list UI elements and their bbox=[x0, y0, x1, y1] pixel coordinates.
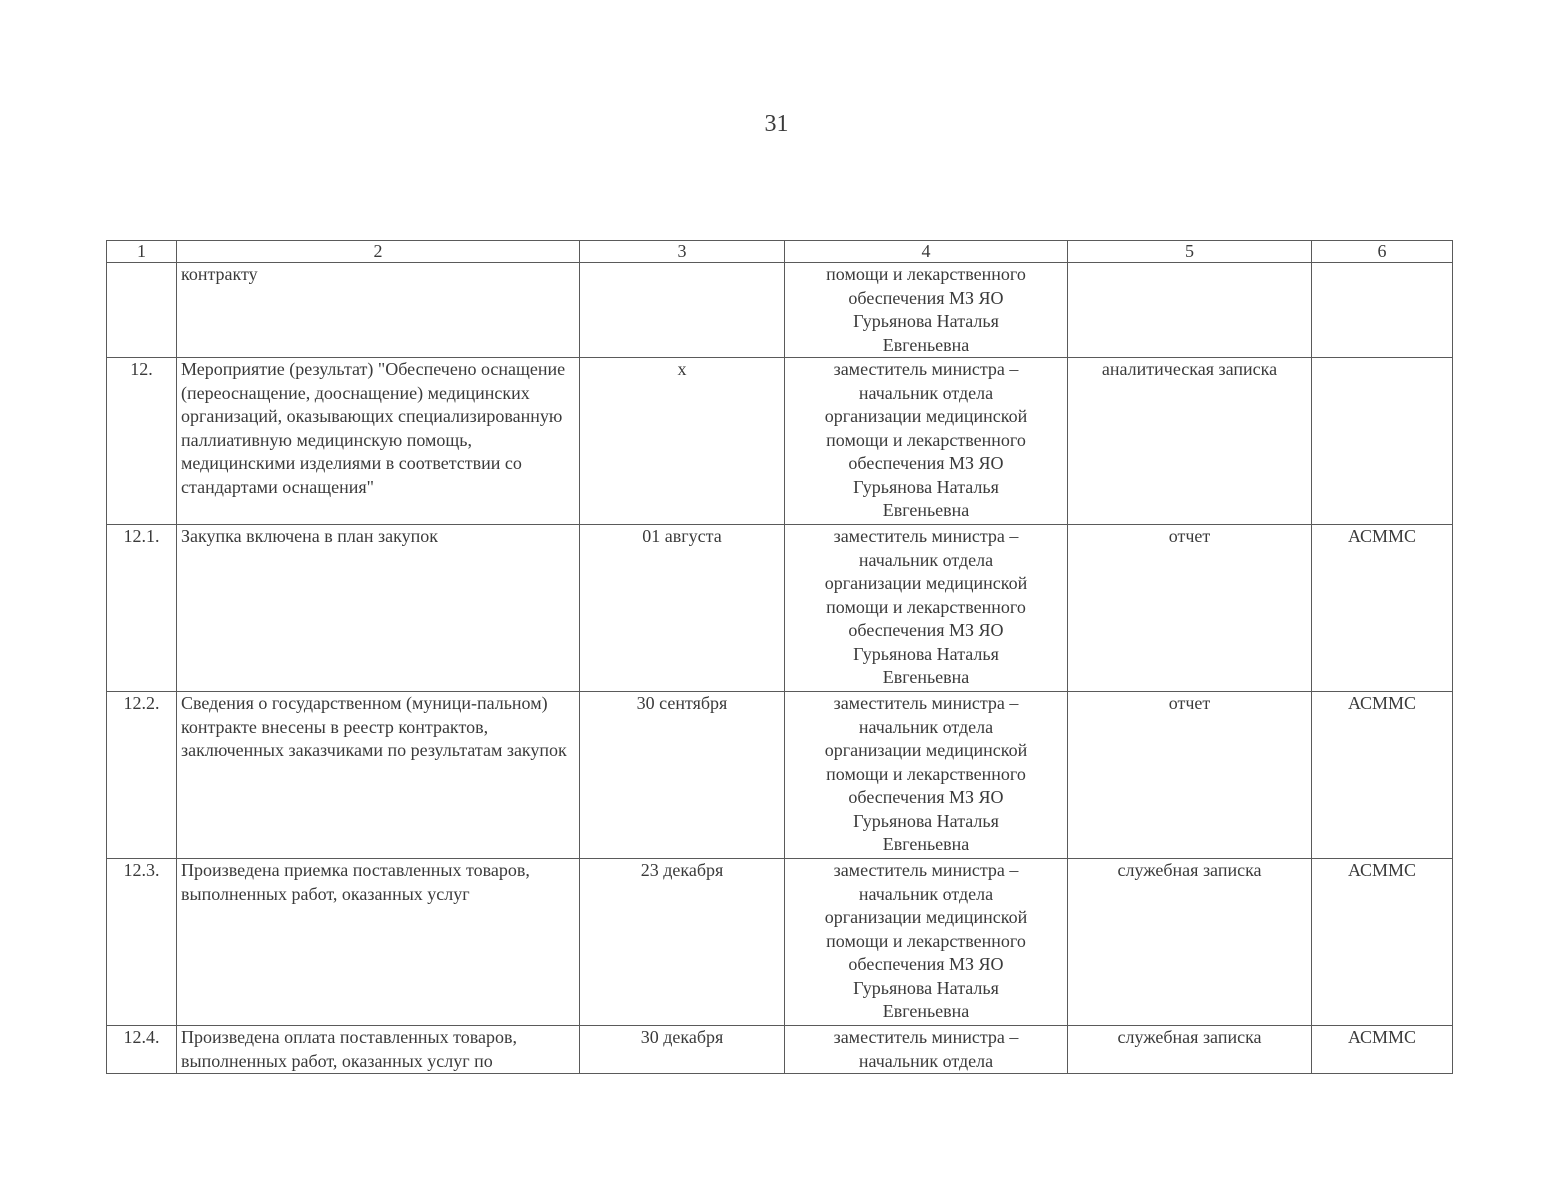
responsible-line: Евгеньевна bbox=[882, 1001, 970, 1021]
responsible-line: заместитель министра – bbox=[833, 1027, 1019, 1047]
column-header: 1 bbox=[107, 241, 177, 263]
responsible-line: обеспечения МЗ ЯО bbox=[848, 954, 1004, 974]
responsible-cell bbox=[785, 525, 1068, 692]
responsible-cell bbox=[785, 263, 1068, 358]
row-number-cell: 12.3. bbox=[107, 859, 177, 1026]
responsible-line: обеспечения МЗ ЯО bbox=[848, 787, 1004, 807]
responsible-line: организации медицинской bbox=[824, 740, 1028, 760]
row-number-cell: 12.1. bbox=[107, 525, 177, 692]
deadline-cell bbox=[580, 263, 785, 358]
information-system-cell: АСММС bbox=[1312, 692, 1453, 859]
responsible-line: обеспечения МЗ ЯО bbox=[848, 453, 1004, 473]
page-number: 31 bbox=[764, 111, 789, 137]
responsible-line: помощи и лекарственного bbox=[826, 429, 1026, 450]
event-name-cell: Закупка включена в план закупок bbox=[177, 525, 580, 692]
table-row bbox=[107, 859, 1453, 1026]
table-row bbox=[107, 1026, 1453, 1074]
responsible-line: помощи и лекарственного bbox=[826, 930, 1026, 951]
responsible-line: помощи и лекарственного bbox=[826, 596, 1026, 617]
document-type-cell bbox=[1068, 263, 1312, 358]
table-header-row bbox=[107, 241, 1453, 263]
document-type-cell: служебная записка bbox=[1068, 859, 1312, 1026]
deadline-cell: 01 августа bbox=[580, 525, 785, 692]
responsible-line: Евгеньевна bbox=[882, 500, 970, 520]
responsible-line: помощи и лекарственного bbox=[826, 264, 1026, 284]
responsible-line: помощи и лекарственного bbox=[826, 763, 1026, 784]
responsible-cell bbox=[785, 358, 1068, 525]
information-system-cell: АСММС bbox=[1312, 525, 1453, 692]
deadline-cell: 30 сентября bbox=[580, 692, 785, 859]
responsible-line: Гурьянова Наталья bbox=[853, 810, 999, 831]
column-header: 3 bbox=[580, 241, 785, 263]
row-number-cell bbox=[107, 263, 177, 358]
responsible-line: Гурьянова Наталья bbox=[853, 643, 999, 664]
document-type-cell: аналитическая записка bbox=[1068, 358, 1312, 525]
row-number-cell: 12.2. bbox=[107, 692, 177, 859]
column-header: 5 bbox=[1068, 241, 1312, 263]
column-header: 6 bbox=[1312, 241, 1453, 263]
row-number-cell: 12.4. bbox=[107, 1026, 177, 1074]
responsible-line: начальник отдела bbox=[858, 883, 994, 904]
column-header: 4 bbox=[785, 241, 1068, 263]
event-name-cell: Сведения о государственном (муници-пальном) контракте внесены в реестр контрактов, заключенных заказчиками по результатам закупок bbox=[177, 692, 580, 859]
information-system-cell bbox=[1312, 358, 1453, 525]
table-body bbox=[107, 263, 1453, 1074]
responsible-line: Гурьянова Наталья bbox=[853, 476, 999, 497]
responsible-line: Гурьянова Наталья bbox=[853, 311, 999, 331]
responsible-cell bbox=[785, 692, 1068, 859]
event-name-cell: Произведена приемка поставленных товаров, выполненных работ, оказанных услуг bbox=[177, 859, 580, 1026]
document-type-cell: служебная записка bbox=[1068, 1026, 1312, 1074]
responsible-line: организации медицинской bbox=[824, 406, 1028, 426]
information-system-cell bbox=[1312, 263, 1453, 358]
information-system-cell: АСММС bbox=[1312, 859, 1453, 1026]
deadline-cell: 30 декабря bbox=[580, 1026, 785, 1074]
responsible-line: обеспечения МЗ ЯО bbox=[848, 287, 1004, 308]
document-type-cell: отчет bbox=[1068, 525, 1312, 692]
plan-table bbox=[106, 240, 1453, 1074]
document-type-cell: отчет bbox=[1068, 692, 1312, 859]
event-name-cell: Мероприятие (результат) "Обеспечено оснащение (переоснащение, дооснащение) медицинских организаций, оказывающих специализированную паллиативную медицинскую помощь, медицинскими изделиями в соответствии со стандартами оснащения" bbox=[177, 358, 580, 525]
event-name-cell: Произведена оплата поставленных товаров, выполненных работ, оказанных услуг по bbox=[177, 1026, 580, 1074]
responsible-line: начальник отдела bbox=[858, 1050, 994, 1071]
responsible-line: обеспечения МЗ ЯО bbox=[848, 620, 1004, 640]
responsible-line: организации медицинской bbox=[824, 573, 1028, 593]
responsible-line: начальник отдела bbox=[858, 382, 994, 403]
responsible-line: начальник отдела bbox=[858, 716, 994, 737]
deadline-cell: х bbox=[580, 358, 785, 525]
table-row bbox=[107, 263, 1453, 358]
responsible-line: заместитель министра – bbox=[833, 359, 1019, 379]
responsible-line: Евгеньевна bbox=[882, 334, 970, 355]
responsible-line: заместитель министра – bbox=[833, 860, 1019, 880]
column-header: 2 bbox=[177, 241, 580, 263]
responsible-line: Евгеньевна bbox=[882, 667, 970, 687]
responsible-line: Гурьянова Наталья bbox=[853, 977, 999, 998]
responsible-line: организации медицинской bbox=[824, 907, 1028, 927]
responsible-line: заместитель министра – bbox=[833, 526, 1019, 546]
responsible-cell bbox=[785, 859, 1068, 1026]
table-row bbox=[107, 525, 1453, 692]
responsible-line: начальник отдела bbox=[858, 549, 994, 570]
responsible-line: Евгеньевна bbox=[882, 834, 970, 854]
responsible-cell bbox=[785, 1026, 1068, 1074]
row-number-cell: 12. bbox=[107, 358, 177, 525]
event-name-cell: контракту bbox=[177, 263, 580, 358]
table-row bbox=[107, 692, 1453, 859]
responsible-line: заместитель министра – bbox=[833, 693, 1019, 713]
deadline-cell: 23 декабря bbox=[580, 859, 785, 1026]
information-system-cell: АСММС bbox=[1312, 1026, 1453, 1074]
table-row bbox=[107, 358, 1453, 525]
